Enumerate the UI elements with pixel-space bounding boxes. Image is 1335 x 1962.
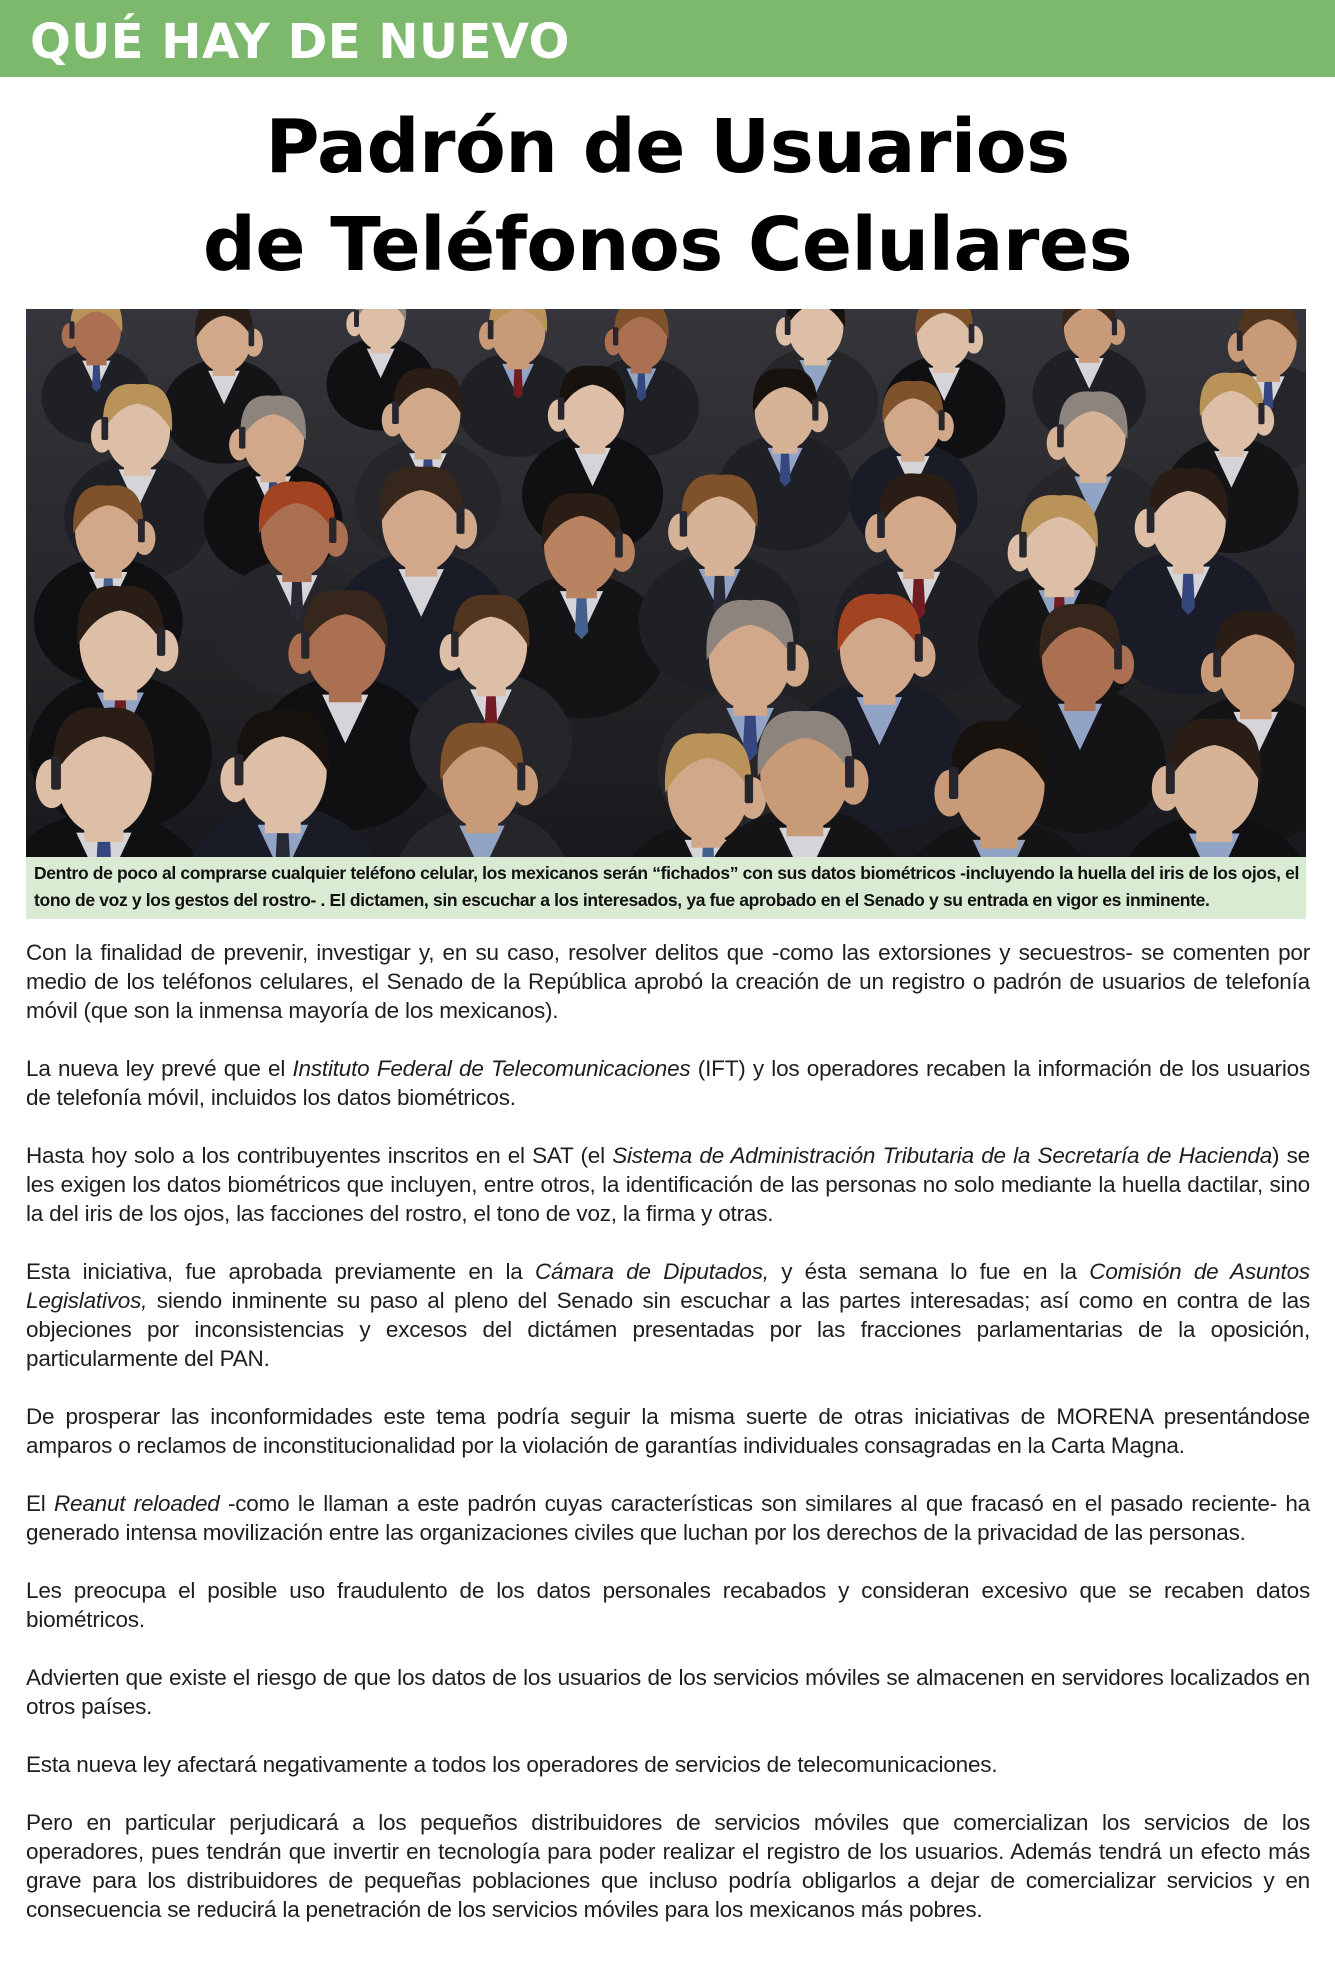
article-body (26, 938, 1310, 1924)
caption-box (26, 857, 1306, 919)
paragraph-7: Les preocupa el posible uso fraudulento de los datos personales recabados y consideran excesivo que se recaben datos biométricos. (26, 1578, 1310, 1632)
camara-name: Cámara de Diputados, (534, 1259, 769, 1284)
paragraph-5: De prosperar las inconformidades este tema podría seguir la misma suerte de otras iniciativas de MORENA presentándose amparos o reclamos de inconstitucionalidad por la violación de garantías individuales consagradas en la Carta Magna. (26, 1404, 1310, 1458)
paragraph-8: Advierten que existe el riesgo de que los datos de los usuarios de los servicios móviles se almacenen en servidores localizados en otros países. (26, 1665, 1310, 1719)
paragraph-3: Hasta hoy solo a los contribuyentes inscritos en el SAT (el Sistema de Administración Tributaria de la Secretaría de Hacienda) se les exigen los datos biométricos que incluyen, entre otros, la identificación de las personas no solo mediante la huella dactilar, sino la del iris de los ojos, las facciones del rostro, el tono de voz, la firma y otras. (26, 1143, 1310, 1226)
headline (0, 98, 1335, 294)
paragraph-9: Esta nueva ley afectará negativamente a todos los operadores de servicios de telecomunicaciones. (26, 1752, 998, 1777)
paragraph-2: La nueva ley prevé que el Instituto Federal de Telecomunicaciones (IFT) y los operadores recaben la información de los usuarios de telefonía móvil, incluidos los datos biométricos. (26, 1056, 1310, 1110)
photo-caption: Dentro de poco al comprarse cualquier teléfono celular, los mexicanos serán “fichados” con sus datos biométricos -incluyendo la huella del iris de los ojos, el tono de voz y los gestos del rostro- . El dictamen, sin escuchar a los interesados, ya fue aprobado en el Senado y su entrada en vigor es inminente. (34, 863, 1299, 910)
paragraph-4: Esta iniciativa, fue aprobada previamente en la Cámara de Diputados, y ésta semana lo fue en la Comisión de Asuntos Legislativos, siendo inminente su paso al pleno del Senado sin escuchar a las partes interesadas; así como en contra de las objeciones por inconsistencias y excesos del dictámen presentadas por las fracciones parlamentarias de la oposición, particularmente del PAN. (26, 1259, 1310, 1371)
reanut-name: Reanut reloaded (53, 1491, 220, 1516)
paragraph-10: Pero en particular perjudicará a los pequeños distribuidores de servicios móviles que comercializan los servicios de los operadores, pues tendrán que invertir en tecnología para poder realizar el registro de los usuarios. Además tendrá un efecto más grave para los distribuidores de pequeñas poblaciones que incluso podría obligarlos a dejar de comercializar servicios y en consecuencia se reducirá la penetración de los servicios móviles para los mexicanos más pobres. (26, 1810, 1310, 1922)
headline-line-1: Padrón de Usuarios (265, 104, 1070, 190)
headline-line-2: de Teléfonos Celulares (202, 202, 1133, 288)
comision-name: Comisión de Asuntos Legislativos, (26, 1259, 1310, 1313)
paragraph-6: El Reanut reloaded -como le llaman a este padrón cuyas características son similares al que fracasó en el pasado reciente- ha generado intensa movilización entre las organizaciones civiles que luchan por los derechos de la privacidad de las personas. (26, 1491, 1310, 1545)
sat-name: Sistema de Administración Tributaria de la Secretaría de Hacienda (612, 1143, 1273, 1168)
paragraph-1: Con la finalidad de prevenir, investigar y, en su caso, resolver delitos que -como las extorsiones y secuestros- se comenten por medio de los teléfonos celulares, el Senado de la República aprobó la creación de un registro o padrón de usuarios de telefonía móvil (que son la inmensa mayoría de los mexicanos). (26, 940, 1310, 1023)
section-bar (0, 0, 1335, 77)
section-label: QUÉ HAY DE NUEVO (30, 14, 570, 70)
crowd-phone-photo (26, 309, 1306, 857)
ift-name: Instituto Federal de Telecomunicaciones (292, 1056, 691, 1081)
